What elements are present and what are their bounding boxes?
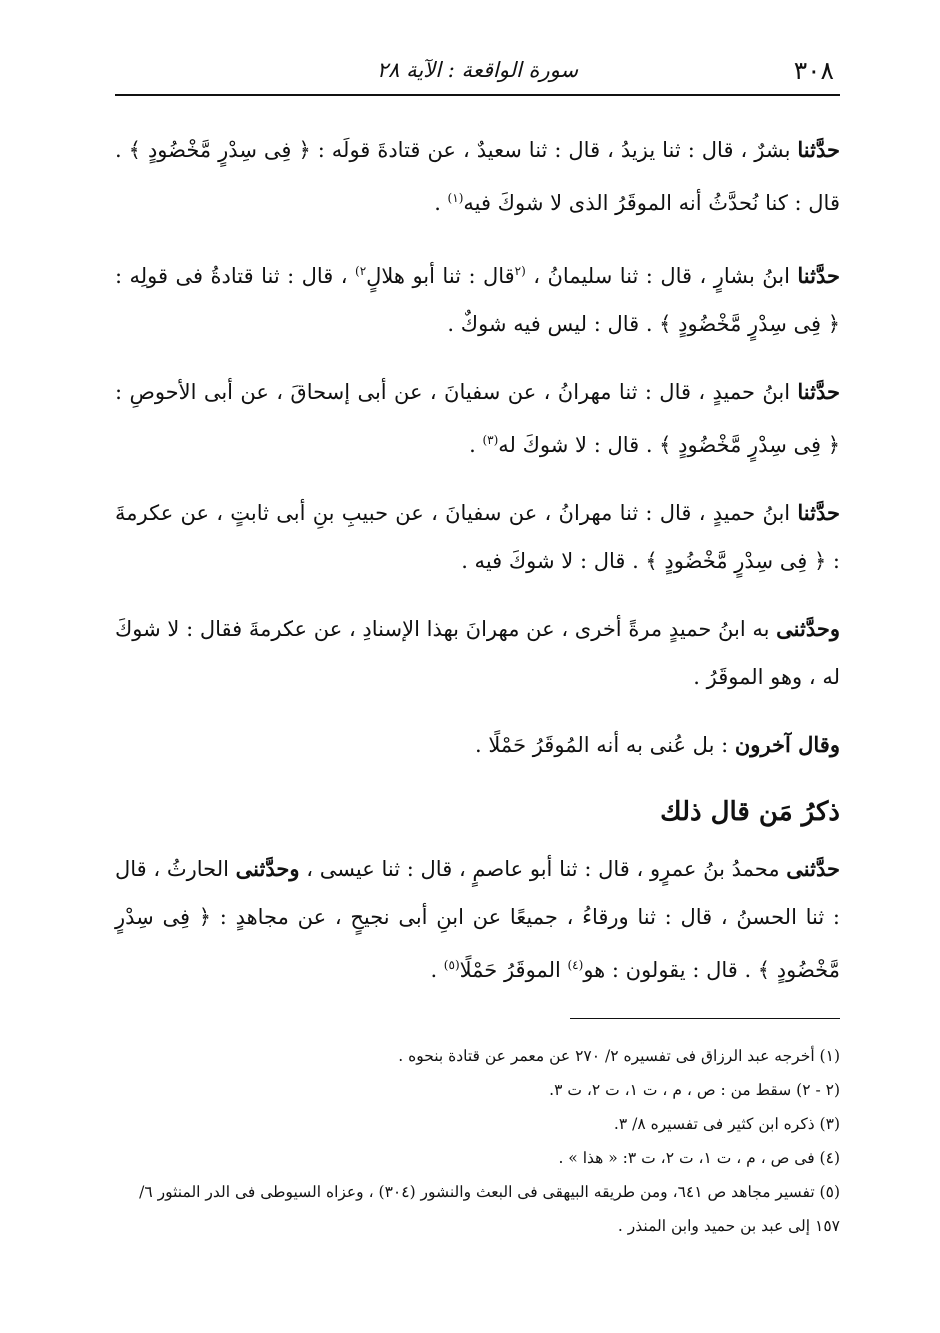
narration-lead: حدَّثنا bbox=[797, 500, 840, 525]
narration-text: ابنُ حميدٍ ، قال : ثنا مهرانُ ، عن سفيانَ ، عن حبيبِ بنِ أبى ثابتٍ ، عن عكرمةَ : ﴿ فِى سِدْرٍ مَّخْضُودٍ ﴾ . قال : لا شوكَ فيه . bbox=[115, 501, 840, 573]
narration-text: محمدُ بنُ عمرٍو ، قال : ثنا أبو عاصمٍ ، قال : ثنا عيسى ، bbox=[299, 857, 787, 881]
hadith-paragraph bbox=[115, 247, 840, 348]
hadith-paragraph bbox=[115, 126, 840, 227]
hadith-paragraph bbox=[115, 368, 840, 469]
footnote-ref: (٢ bbox=[514, 264, 526, 278]
narration-text: الموقَرُ حَمْلًا bbox=[459, 958, 568, 982]
narration-text: قال : ثنا أبو هلالٍ bbox=[366, 264, 515, 288]
opinion-paragraph bbox=[115, 721, 840, 769]
footnote: (٤) فى ص ، م ، ت ١، ت ٢، ت ٣: « هذا » . bbox=[558, 1149, 840, 1167]
hadith-paragraph bbox=[115, 605, 840, 701]
narration-tail: . bbox=[469, 433, 483, 457]
narration-text: به ابنُ حميدٍ مرةً أخرى ، عن مهرانَ بهذا الإسنادِ ، عن عكرمةَ فقال : لا شوكَ له ، وهو الموقَرُ . bbox=[115, 617, 840, 689]
footnotes bbox=[115, 1039, 840, 1243]
narration-lead: حدَّثنا bbox=[797, 379, 840, 404]
narration-text: ابنُ بشارٍ ، قال : ثنا سليمانُ ، bbox=[525, 264, 798, 288]
footnote-divider bbox=[570, 1018, 840, 1019]
section-heading: ذكرُ مَن قال ذلك bbox=[660, 797, 840, 827]
narration-lead: حدَّثنى bbox=[786, 856, 840, 881]
narration-lead: وحدَّثنى bbox=[776, 616, 840, 641]
hadith-paragraph bbox=[115, 845, 840, 994]
footnote-ref: (٣) bbox=[482, 433, 499, 447]
footnote: (٥) تفسير مجاهد ص ٦٤١، ومن طريقه البيهقى فى البعث والنشور (٣٠٤) ، وعزاه السيوطى فى الدر المنثور ٦/ ١٥٧ إلى عبد بن حميد وابن المنذر . bbox=[139, 1183, 840, 1235]
narration-lead: حدَّثنا bbox=[797, 137, 840, 162]
narration-lead: وقال آخرون bbox=[734, 732, 840, 757]
narration-lead: وحدَّثنى bbox=[235, 856, 300, 881]
narration-text: ابنُ حميدٍ ، قال : ثنا مهرانُ ، عن سفيانَ ، عن أبى إسحاقَ ، عن أبى الأحوصِ : ﴿ فِى سِدْرٍ مَّخْضُودٍ ﴾ . قال : لا شوكَ له bbox=[115, 380, 840, 457]
footnote: (٣) ذكره ابن كثير فى تفسيره ٨/ ٣. bbox=[613, 1115, 840, 1133]
hadith-paragraph bbox=[115, 489, 840, 585]
narration-tail: . bbox=[430, 958, 444, 982]
footnote-ref: ٢) bbox=[355, 264, 367, 278]
narration-tail: ، قال : ثنا قتادةُ فى قولِه : ﴿ فِى سِدْرٍ مَّخْضُودٍ ﴾ . قال : ليس فيه شوكٌ . bbox=[115, 264, 840, 336]
narration-text: : بل عُنى به أنه المُوقَرُ حَمْلًا . bbox=[475, 733, 735, 757]
footnote-ref: (١) bbox=[447, 191, 464, 205]
page-body bbox=[115, 126, 840, 994]
footnote: (١) أخرجه عبد الرزاق فى تفسيره ٢/ ٢٧٠ عن معمر عن قتادة بنحوه . bbox=[398, 1047, 840, 1065]
book-page bbox=[115, 50, 840, 1310]
narration-lead: حدَّثنا bbox=[797, 263, 840, 288]
running-title: سورة الواقعة : الآية ٢٨ bbox=[376, 58, 579, 82]
page-number: ٣٠٨ bbox=[793, 56, 834, 85]
footnote-ref: (٥) bbox=[443, 958, 460, 972]
narration-tail: . bbox=[434, 191, 448, 215]
narration-text: بشرٌ ، قال : ثنا يزيدُ ، قال : ثنا سعيدٌ ، عن قتادةَ قولَه : ﴿ فِى سِدْرٍ مَّخْضُودٍ ﴾ . قال : كنا نُحدَّثُ أنه الموقَرُ الذى لا شوكَ فيه bbox=[115, 138, 840, 215]
page-header bbox=[115, 50, 840, 96]
footnote-ref: (٤) bbox=[567, 958, 584, 972]
footnote: (٢ - ٢) سقط من : ص ، م ، ت ١، ت ٢، ت ٣. bbox=[549, 1081, 840, 1099]
narration-text: الحارثُ ، قال : ثنا الحسنُ ، قال : ثنا ورقاءُ ، جميعًا عن ابنِ أبى نجيحٍ ، عن مجاهدٍ : ﴿ فِى سِدْرٍ مَّخْضُودٍ ﴾ . قال : يقولون : هو bbox=[115, 857, 840, 982]
